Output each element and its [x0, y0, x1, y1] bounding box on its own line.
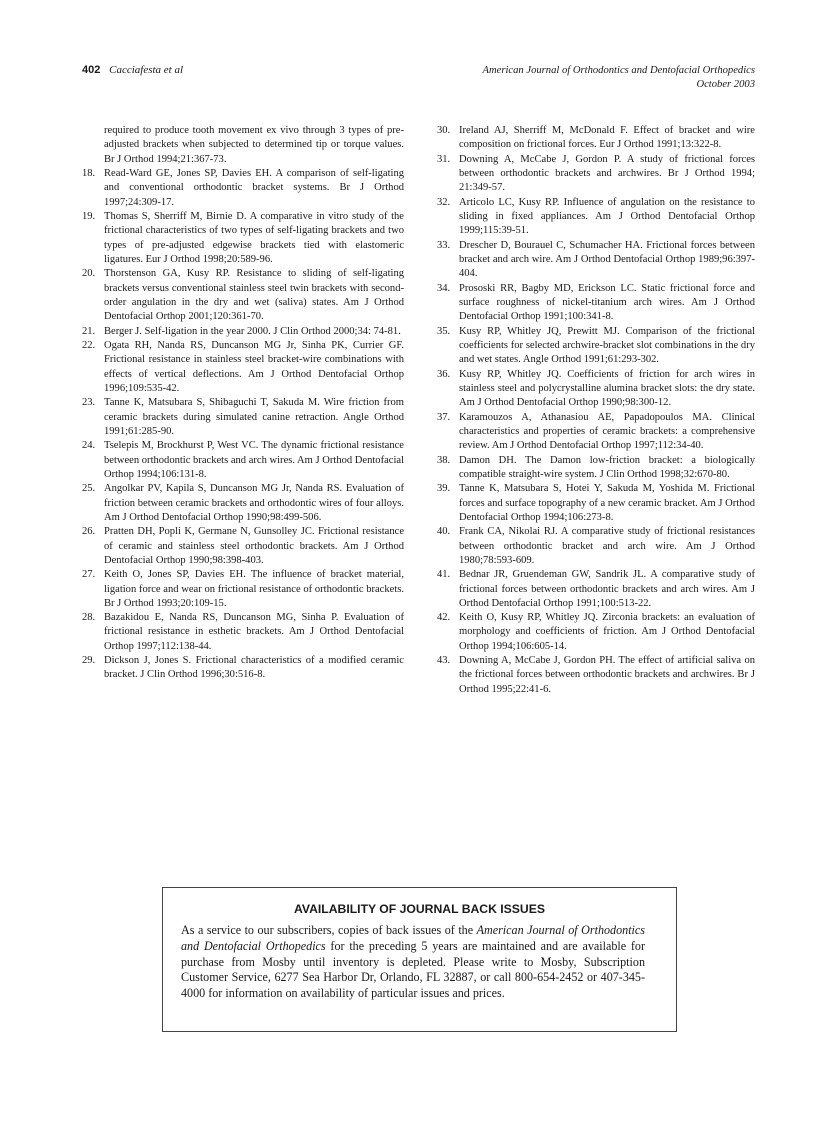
references-right-column — [437, 124, 755, 697]
reference-item — [82, 124, 404, 167]
reference-item — [82, 525, 404, 568]
notice-text: for the preceding 5 years are maintained and are available for purchase from Mosby until inventory is depleted. Please write to Mosby, Subscription Customer Service, 6277 Sea Harbor Dr, Orlando, FL 32887, or call 800-654-2452 or 407-345-4000 for information on availability of particular issues and prices. — [181, 938, 645, 1001]
reference-text: Keith O, Kusy RP, Whitley JQ. Zirconia brackets: an evaluation of morphology and coefficients of friction. Am J Orthod Dentofacial Orthop 1994;106:605-14. — [459, 612, 755, 652]
reference-text: Ireland AJ, Sherriff M, McDonald F. Effect of bracket and wire composition on frictional forces. Eur J Orthod 1991;13:322-8. — [459, 125, 755, 151]
reference-text: Articolo LC, Kusy RP. Influence of angulation on the resistance to sliding in fixed appliances. Am J Orthod Dentofacial Orthop 1999;115:39-51. — [459, 196, 755, 237]
reference-text: Downing A, McCabe J, Gordon P. A study of frictional forces between orthodontic brackets and archwires. Br J Orthod 1994; 21:349-57. — [459, 153, 755, 194]
journal-name: American Journal of Orthodontics and Dentofacial Orthopedics — [482, 65, 755, 76]
reference-text: required to produce tooth movement ex vivo through 3 types of pre-adjusted brackets when subjected to determined tip or torque values. Br J Orthod 1994;21:367-73. — [104, 125, 404, 165]
reference-number: 41. — [437, 569, 451, 581]
reference-number: 42. — [437, 612, 451, 624]
reference-number: 23. — [82, 397, 96, 409]
reference-text: Kusy RP, Whitley JQ. Coefficients of friction for arch wires in stainless steel and polycrystalline alumina bracket slots: the dry state. Am J Orthod Dentofacial Orthop 1990;98:300-12. — [459, 368, 755, 409]
reference-text: Tanne K, Matsubara S, Hotei Y, Sakuda M, Yoshida M. Frictional forces and surface topography of a new ceramic bracket. Am J Orthod Dentofacial Orthop 1994;106:273-8. — [459, 483, 755, 523]
reference-item — [82, 439, 404, 482]
reference-number: 20. — [82, 268, 96, 280]
reference-text: Thorstenson GA, Kusy RP. Resistance to sliding of self-ligating brackets versus conventional stainless steel twin brackets with second-order angulation in the dry and wet (saliva) states. Am J Orthod Dentofacial Orthop 2001;120:361-70. — [104, 268, 404, 323]
reference-number: 19. — [82, 210, 96, 222]
reference-text: Damon DH. The Damon low-friction bracket: a biologically compatible straight-wire system. J Clin Orthod 1998;32:670-80. — [459, 454, 755, 480]
notice-title: AVAILABILITY OF JOURNAL BACK ISSUES — [294, 902, 545, 916]
reference-item — [437, 153, 755, 196]
reference-item — [437, 611, 755, 654]
reference-item — [437, 239, 755, 282]
reference-item — [82, 654, 404, 683]
reference-item — [82, 267, 404, 324]
reference-number: 37. — [437, 411, 451, 423]
reference-number: 24. — [82, 440, 96, 452]
reference-number: 27. — [82, 569, 96, 581]
reference-item — [437, 654, 755, 697]
reference-item — [437, 568, 755, 611]
reference-number: 38. — [437, 454, 451, 466]
reference-text: Tanne K, Matsubara S, Shibaguchi T, Sakuda M. Wire friction from ceramic brackets during simulated canine retraction. Angle Orthod 1991;61:285-90. — [104, 397, 404, 437]
back-issues-notice — [162, 887, 677, 1032]
reference-item — [437, 124, 755, 153]
reference-number: 31. — [437, 153, 451, 165]
running-header-left — [82, 64, 183, 76]
reference-number: 28. — [82, 612, 96, 624]
reference-item — [437, 196, 755, 239]
running-header-right — [483, 64, 755, 91]
reference-number: 33. — [437, 239, 451, 251]
reference-item — [82, 611, 404, 654]
reference-number: 18. — [82, 167, 96, 179]
reference-item — [82, 167, 404, 210]
reference-number: 30. — [437, 125, 451, 136]
reference-number: 29. — [82, 655, 96, 667]
reference-text: Ogata RH, Nanda RS, Duncanson MG Jr, Sinha PK, Currier GF. Frictional resistance in stainless steel bracket-wire combinations with effects of vertical deflections. Am J Orthod Dentofacial Orthop 1996;109:535-42. — [104, 339, 404, 394]
reference-item — [437, 411, 755, 454]
reference-number: 26. — [82, 526, 96, 538]
issue-date: October 2003 — [696, 78, 755, 90]
reference-text: Frank CA, Nikolai RJ. A comparative study of frictional resistances between orthodontic bracket and arch wire. Am J Orthod 1980;78:593-609. — [459, 526, 755, 566]
reference-text: Downing A, McCabe J, Gordon PH. The effect of artificial saliva on the frictional forces between orthodontic brackets and archwires. Br J Orthod 1995;22:41-6. — [459, 655, 755, 695]
reference-item — [437, 525, 755, 568]
reference-item — [82, 396, 404, 439]
reference-item — [437, 368, 755, 411]
reference-number: 39. — [437, 483, 451, 495]
reference-item — [437, 454, 755, 483]
reference-text: Bazakidou E, Nanda RS, Duncanson MG, Sinha P. Evaluation of frictional resistance in esthetic brackets. Am J Orthod Dentofacial Orthop 1997;112:138-44. — [104, 612, 404, 652]
notice-text: As a service to our subscribers, copies of back issues of the — [181, 923, 477, 937]
reference-text: Angolkar PV, Kapila S, Duncanson MG Jr, Nanda RS. Evaluation of friction between ceramic brackets and orthodontic wires of four alloys. Am J Orthod Dentofacial Orthop 1990;98:499-506. — [104, 483, 404, 523]
reference-text: Dickson J, Jones S. Frictional characteristics of a modified ceramic bracket. J Clin Orthod 1996;30:516-8. — [104, 655, 404, 681]
reference-text: Pratten DH, Popli K, Germane N, Gunsolley JC. Frictional resistance of ceramic and stainless steel orthodontic brackets. Am J Orthod Dentofacial Orthop 1990;98:398-403. — [104, 526, 404, 566]
reference-item — [82, 568, 404, 611]
reference-number: 35. — [437, 325, 451, 337]
reference-item — [82, 482, 404, 525]
notice-body — [181, 923, 645, 1002]
reference-text: Prososki RR, Bagby MD, Erickson LC. Static frictional force and surface roughness of nickel-titanium arch wires. Am J Orthod Dentofacial Orthop 1991;100:341-8. — [459, 282, 755, 323]
reference-text: Kusy RP, Whitley JQ, Prewitt MJ. Comparison of the frictional coefficients for selected archwire-bracket slot combinations in the dry and wet states. Angle Orthod 1991;61:293-302. — [459, 325, 755, 366]
reference-number: 32. — [437, 196, 451, 208]
reference-number: 25. — [82, 483, 96, 495]
reference-number: 22. — [82, 339, 96, 351]
reference-number: 36. — [437, 368, 451, 380]
reference-item — [82, 325, 404, 339]
reference-text: Drescher D, Bourauel C, Schumacher HA. Frictional forces between bracket and arch wire. Am J Orthod Dentofacial Orthop 1989;96:397-404. — [459, 239, 755, 280]
page-number: 402 — [82, 64, 101, 76]
references-left-column — [82, 124, 404, 683]
reference-item — [82, 339, 404, 396]
reference-text: Thomas S, Sherriff M, Birnie D. A comparative in vitro study of the frictional characteristics of two types of self-ligating brackets and two types of pre-adjusted edgewise brackets tied with elastomeric ligatures. Eur J Orthod 1998;20:589-96. — [104, 210, 404, 265]
reference-number: 34. — [437, 282, 451, 294]
reference-item — [437, 282, 755, 325]
reference-text: Keith O, Jones SP, Davies EH. The influence of bracket material, ligation force and wear on frictional resistance of orthodontic brackets. Br J Orthod 1993;20:109-15. — [104, 569, 404, 609]
reference-text: Read-Ward GE, Jones SP, Davies EH. A comparison of self-ligating and conventional orthodontic bracket systems. Br J Orthod 1997;24:309-17. — [104, 167, 404, 208]
reference-item — [82, 210, 404, 267]
reference-number: 21. — [82, 325, 96, 337]
reference-text: Bednar JR, Gruendeman GW, Sandrik JL. A comparative study of frictional forces between orthodontic brackets and arch wires. Am J Orthod Dentofacial Orthop 1991;100:513-22. — [459, 569, 755, 609]
reference-text: Berger J. Self-ligation in the year 2000. J Clin Orthod 2000;34: 74-81. — [104, 325, 401, 337]
reference-item — [437, 325, 755, 368]
reference-text: Karamouzos A, Athanasiou AE, Papadopoulos MA. Clinical characteristics and properties of ceramic brackets: a comprehensive review. Am J Orthod Dentofacial Orthop 1997;112:34-40. — [459, 411, 755, 452]
running-authors: Cacciafesta et al — [109, 64, 184, 76]
reference-number: 40. — [437, 526, 451, 538]
reference-item — [437, 482, 755, 525]
reference-number: 43. — [437, 655, 451, 667]
notice-journal-name: American Journal of Orthodontics and Dentofacial Orthopedics — [181, 923, 645, 953]
reference-text: Tselepis M, Brockhurst P, West VC. The dynamic frictional resistance between orthodontic brackets and arch wires. Am J Orthod Dentofacial Orthop 1994;106:131-8. — [104, 440, 404, 480]
